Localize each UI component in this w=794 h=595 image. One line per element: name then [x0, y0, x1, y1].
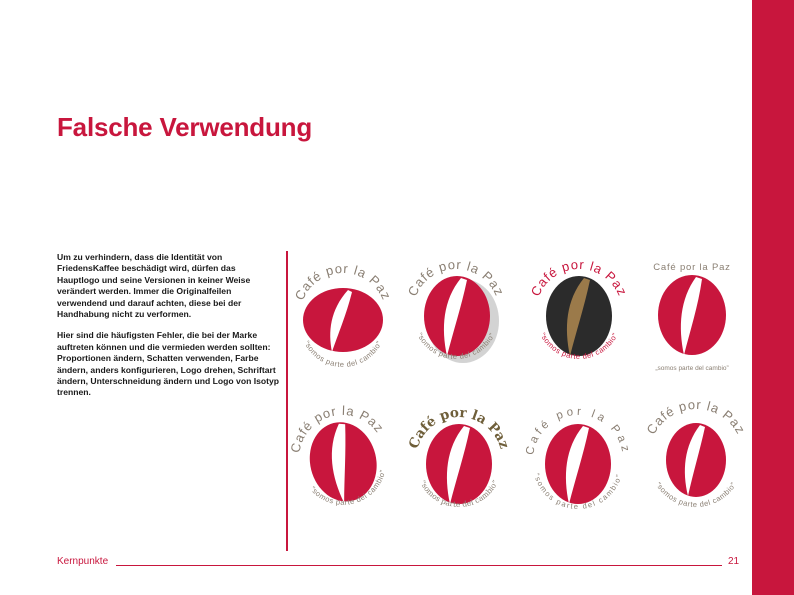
paragraph-intro: Um zu verhindern, dass die Identität von FriedensKaffee beschädigt wird, dürfen das Hauptlogo und seine Versionen in keiner Weise verändert werden. Immer die Originalfeilen verwendend und darauf achten, diese bei der Handhabung nicht zu verformen. — [57, 252, 251, 320]
logo-recolored — [524, 256, 634, 366]
logo-bottom-text: “somos parte del cambio” — [418, 478, 500, 510]
paragraph-errors: Hier sind die häufigsten Fehler, die bei der Marke auftreten können und die vermieden werden sollten: Proportionen ändern, Schatten verwenden, Farbe ändern, anders konfigurieren, Logo drehen, Schriftart ändern, Unterschneidung ändern und Logo von Isotyp trennen. — [57, 330, 280, 398]
logo-bottom-text: “somos parte del cambio” — [308, 468, 388, 507]
page-number: 21 — [728, 556, 740, 567]
logo-bottom-text: “somos parte del cambio” — [538, 331, 620, 362]
logo-bottom-text: “somos parte del cambio” — [415, 331, 497, 362]
logo-top-text: Café por la Paz — [287, 402, 388, 455]
logo-stretched — [288, 262, 398, 372]
logo-rotated — [287, 402, 397, 512]
logo-top-text: Café por la Paz — [524, 405, 632, 457]
logo-kerning-changed — [523, 404, 633, 514]
logo-shadow — [401, 256, 511, 366]
logo-separated — [641, 398, 751, 508]
logo-bottom-text: “somos parte del cambio” — [302, 339, 384, 370]
logo-bottom-text: “somos parte del cambio” — [532, 472, 624, 512]
side-accent-bar — [752, 0, 794, 595]
footer-section-label: Kernpunkte — [57, 556, 109, 567]
footer-rule — [116, 565, 722, 566]
logo-top-text: Café por la Paz — [404, 256, 508, 299]
logo-bottom-text: “somos parte del cambio” — [653, 480, 739, 510]
logo-bottom-text: „somos parte del cambio” — [655, 365, 729, 372]
body-text — [57, 252, 279, 409]
page-title: Falsche Verwendung — [57, 112, 313, 142]
logo-font-changed — [404, 404, 514, 514]
logo-top-text: Café por la Paz — [653, 262, 731, 273]
logo-reconfigured — [642, 259, 752, 372]
logo-top-text: Café por la Paz — [291, 260, 395, 303]
logo-top-text: Café por la Paz — [405, 404, 513, 451]
logo-top-text: Café por la Paz — [527, 256, 631, 299]
logo-top-text: Café por la Paz — [643, 396, 749, 437]
